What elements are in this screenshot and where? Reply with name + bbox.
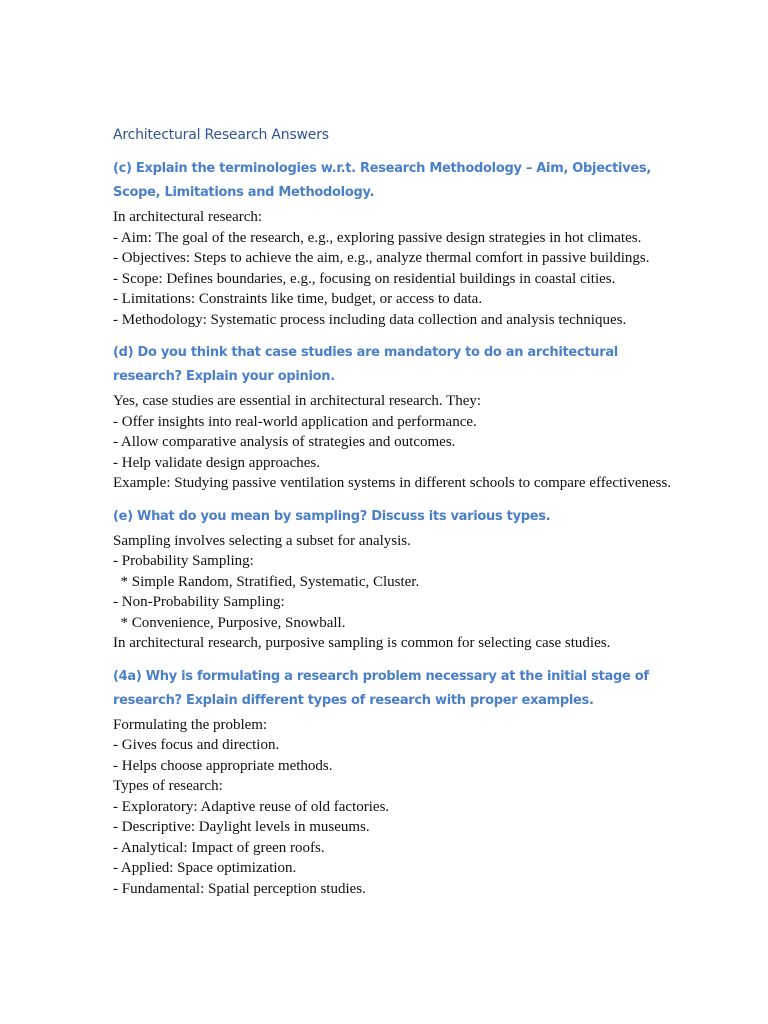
question-heading: (e) What do you mean by sampling? Discuss its various types. <box>113 508 551 524</box>
answer-line: - Gives focus and direction. <box>113 737 280 753</box>
question-heading: (4a) Why is formulating a research problem necessary at the initial stage of research? Explain different types of research with proper examples. <box>113 668 649 708</box>
answer-line: * Simple Random, Stratified, Systematic, Cluster. <box>113 573 420 590</box>
answer-line: - Scope: Defines boundaries, e.g., focusing on residential buildings in coastal cities. <box>113 270 616 287</box>
answer-line: - Analytical: Impact of green roofs. <box>113 839 325 856</box>
answer-line: - Applied: Space optimization. <box>113 860 297 876</box>
answer-line: - Objectives: Steps to achieve the aim, e.g., analyze thermal comfort in passive buildings. <box>113 250 650 266</box>
answer-line: - Offer insights into real-world application and performance. <box>113 413 477 430</box>
answer-line: - Non-Probability Sampling: <box>113 594 285 610</box>
answer-line: - Fundamental: Spatial perception studies. <box>113 880 366 897</box>
answer-body <box>113 715 673 900</box>
answer-line: - Aim: The goal of the research, e.g., exploring passive design strategies in hot climates. <box>113 229 642 246</box>
answer-line: - Exploratory: Adaptive reuse of old factories. <box>113 798 390 815</box>
section-d <box>113 341 673 494</box>
answer-line: - Descriptive: Daylight levels in museums. <box>113 819 370 835</box>
question-heading: (c) Explain the terminologies w.r.t. Research Methodology – Aim, Objectives, Scope, Limitations and Methodology. <box>113 161 651 200</box>
answer-line: - Allow comparative analysis of strategies and outcomes. <box>113 434 456 450</box>
answer-line: - Limitations: Constraints like time, budget, or access to data. <box>113 291 483 307</box>
answer-line: In architectural research, purposive sampling is common for selecting case studies. <box>113 635 611 651</box>
section-e <box>113 505 673 654</box>
section-c <box>113 157 673 330</box>
answer-body <box>113 391 673 494</box>
answer-line: Example: Studying passive ventilation systems in different schools to compare effectiveness. <box>113 475 672 491</box>
answer-line: - Helps choose appropriate methods. <box>113 757 333 774</box>
question-heading: (d) Do you think that case studies are mandatory to do an architectural research? Explain your opinion. <box>113 345 618 384</box>
document-title: Architectural Research Answers <box>113 127 329 143</box>
answer-line: - Probability Sampling: <box>113 553 254 569</box>
answer-line: Sampling involves selecting a subset for analysis. <box>113 532 411 549</box>
answer-line: In architectural research: <box>113 209 263 225</box>
answer-body <box>113 207 673 330</box>
answer-line: - Help validate design approaches. <box>113 454 321 471</box>
answer-line: Yes, case studies are essential in architectural research. They: <box>113 393 482 409</box>
document-page <box>113 125 673 910</box>
answer-line: Formulating the problem: <box>113 716 268 733</box>
answer-body <box>113 531 673 654</box>
answer-line: - Methodology: Systematic process including data collection and analysis techniques. <box>113 311 627 328</box>
answer-line: Types of research: <box>113 778 223 794</box>
section-4a <box>113 665 673 900</box>
answer-line: * Convenience, Purposive, Snowball. <box>113 614 346 631</box>
